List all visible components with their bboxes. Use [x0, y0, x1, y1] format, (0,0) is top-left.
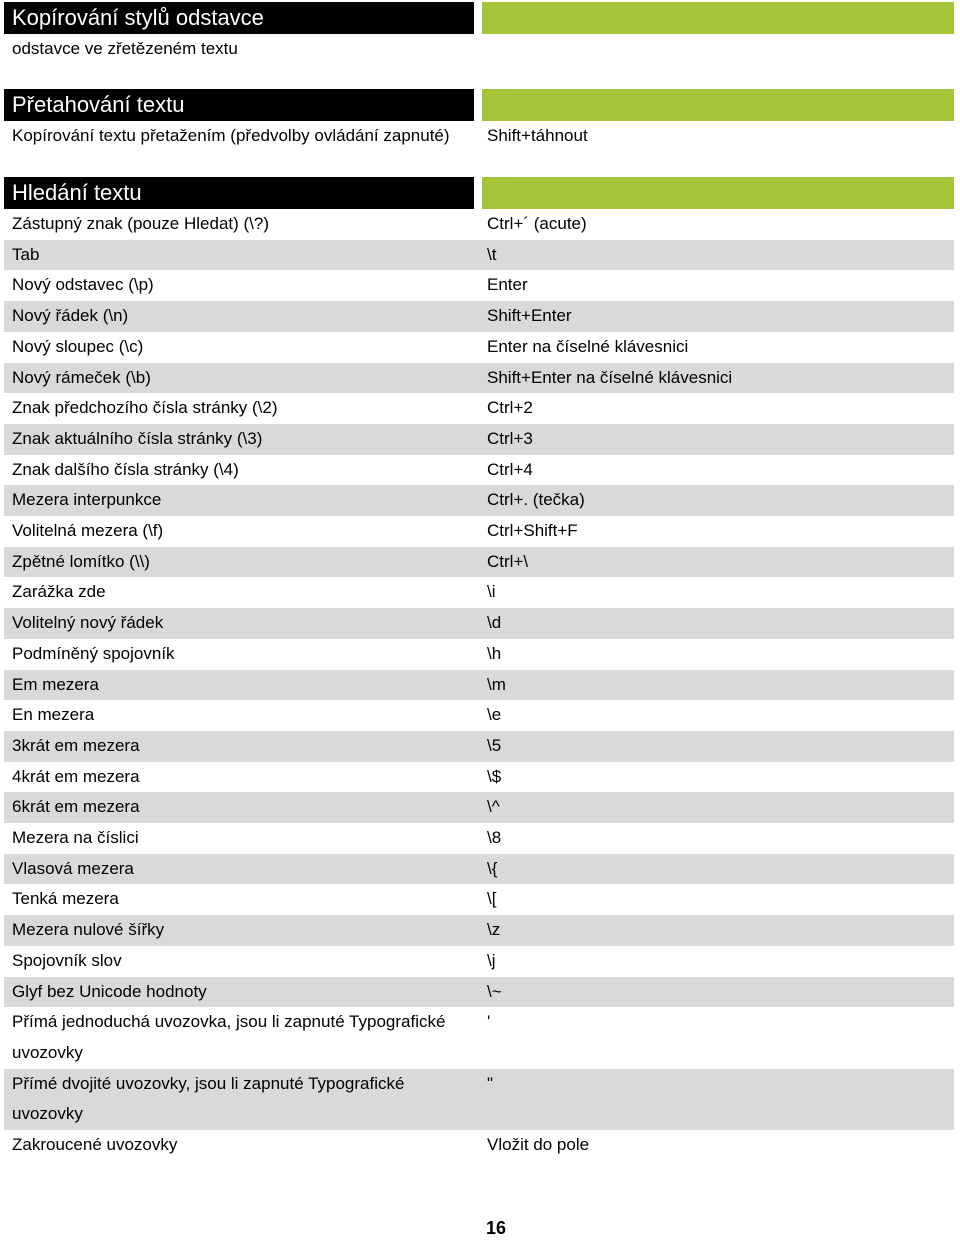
shortcut-label: Enter na číselné klávesnici: [487, 336, 689, 356]
action-label: 4krát em mezera: [12, 766, 140, 786]
shortcut-label: \$: [487, 766, 502, 786]
shortcut-label: Ctrl+\: [487, 551, 529, 571]
table-row: [4, 1130, 954, 1161]
table-row: [4, 731, 954, 762]
table-row: [4, 270, 954, 301]
shortcut-label: \^: [487, 797, 500, 817]
action-label: Přímá jednoduchá uvozovka, jsou li zapnuté Typografické uvozovky: [12, 1012, 446, 1062]
action-label: Vlasová mezera: [12, 858, 134, 878]
action-label: Zakroucené uvozovky: [12, 1135, 178, 1155]
table-row: [4, 977, 954, 1008]
shortcut-label: ': [487, 1012, 491, 1032]
table-row: [4, 332, 954, 363]
action-label: Znak aktuálního čísla stránky (\3): [12, 428, 263, 448]
shortcut-label: Ctrl+. (tečka): [487, 490, 585, 510]
table-row: [4, 639, 954, 670]
table-row: [4, 670, 954, 701]
table-row: [4, 1007, 954, 1068]
table-row: [4, 946, 954, 977]
section-accent-bar: [482, 2, 954, 34]
shortcut-label: Vložit do pole: [487, 1135, 590, 1155]
action-label: Přímé dvojité uvozovky, jsou li zapnuté Typografické uvozovky: [12, 1073, 405, 1124]
shortcut-label: \e: [487, 705, 502, 725]
table-row: [4, 516, 954, 547]
action-label: Em mezera: [12, 674, 99, 694]
shortcut-label: \5: [487, 735, 502, 755]
table-row: [4, 209, 954, 240]
table-row: [4, 240, 954, 271]
section-paragraph-styles: [4, 2, 954, 65]
section-title: Hledání textu: [4, 177, 474, 209]
table-row: [4, 547, 954, 578]
section-accent-bar: [482, 89, 954, 121]
action-label: En mezera: [12, 705, 95, 725]
action-label: Zarážka zde: [12, 582, 106, 602]
table-row: [4, 121, 954, 152]
shortcut-label: \i: [487, 582, 496, 602]
table-row: [4, 485, 954, 516]
shortcut-label: \z: [487, 920, 501, 940]
action-label: Glyf bez Unicode hodnoty: [12, 981, 207, 1001]
shortcut-label: Shift+Enter: [487, 306, 572, 326]
shortcut-label: \{: [487, 858, 498, 878]
page-number: 16: [485, 1218, 507, 1238]
action-label: Mezera na číslici: [12, 828, 139, 848]
section-title: Kopírování stylů odstavce: [4, 2, 474, 34]
shortcut-label: \m: [487, 674, 506, 694]
shortcut-label: Ctrl+´ (acute): [487, 214, 587, 233]
action-label: Znak předchozího čísla stránky (\2): [12, 398, 278, 418]
section-title: Přetahování textu: [4, 89, 474, 121]
shortcut-label: ": [487, 1073, 494, 1093]
shortcut-label: Enter: [487, 275, 528, 295]
action-label: Tab: [12, 244, 40, 264]
action-label: Nový odstavec (\p): [12, 275, 154, 295]
table-row: [4, 762, 954, 793]
action-label: Volitelná mezera (\f): [12, 521, 164, 541]
action-label: 3krát em mezera: [12, 735, 140, 755]
shortcut-label: \[: [487, 889, 497, 909]
action-label: Nový řádek (\n): [12, 306, 129, 326]
action-label: Zástupný znak (pouze Hledat) (\?): [12, 214, 270, 233]
table-row: [4, 700, 954, 731]
action-label: Kopírování textu přetažením (předvolby ovládání zapnuté): [12, 126, 450, 145]
shortcut-table: [4, 209, 954, 1161]
shortcut-label: Ctrl+4: [487, 459, 533, 479]
shortcut-label: \~: [487, 981, 502, 1001]
action-label: odstavce ve zřetězeném textu: [12, 39, 238, 58]
table-row: [4, 34, 954, 65]
action-label: 6krát em mezera: [12, 797, 140, 817]
table-row: [4, 363, 954, 394]
action-label: Znak dalšího čísla stránky (\4): [12, 459, 239, 479]
shortcut-label: \h: [487, 643, 502, 663]
action-label: Tenká mezera: [12, 889, 119, 909]
table-row: [4, 608, 954, 639]
section-find-text: [4, 177, 954, 1161]
table-row: [4, 424, 954, 455]
shortcut-label: Ctrl+3: [487, 428, 533, 448]
table-row: [4, 301, 954, 332]
action-label: Zpětné lomítko (\\): [12, 551, 150, 571]
action-label: Nový rámeček (\b): [12, 367, 151, 387]
table-row: [4, 455, 954, 486]
table-row: [4, 577, 954, 608]
section-header: [4, 89, 954, 121]
table-row: [4, 884, 954, 915]
shortcut-label: Ctrl+2: [487, 398, 533, 418]
table-row: [4, 393, 954, 424]
action-label: Spojovník slov: [12, 950, 122, 970]
section-text-drag: [4, 89, 954, 152]
table-row: [4, 915, 954, 946]
table-row: [4, 823, 954, 854]
shortcut-label: Shift+táhnout: [487, 126, 588, 145]
action-label: Podmíněný spojovník: [12, 643, 175, 663]
shortcut-label: \d: [487, 613, 502, 633]
shortcut-label: Shift+Enter na číselné klávesnici: [487, 367, 733, 387]
section-header: [4, 177, 954, 209]
action-label: Nový sloupec (\c): [12, 336, 144, 356]
table-row: [4, 1069, 954, 1130]
action-label: Volitelný nový řádek: [12, 613, 164, 633]
shortcut-label: \j: [487, 950, 496, 970]
action-label: Mezera nulové šířky: [12, 920, 165, 940]
section-header: [4, 2, 954, 34]
action-label: Mezera interpunkce: [12, 490, 162, 510]
table-row: [4, 792, 954, 823]
shortcut-label: \8: [487, 828, 502, 848]
shortcut-label: Ctrl+Shift+F: [487, 521, 578, 541]
table-row: [4, 854, 954, 885]
shortcut-label: \t: [487, 244, 497, 264]
section-accent-bar: [482, 177, 954, 209]
